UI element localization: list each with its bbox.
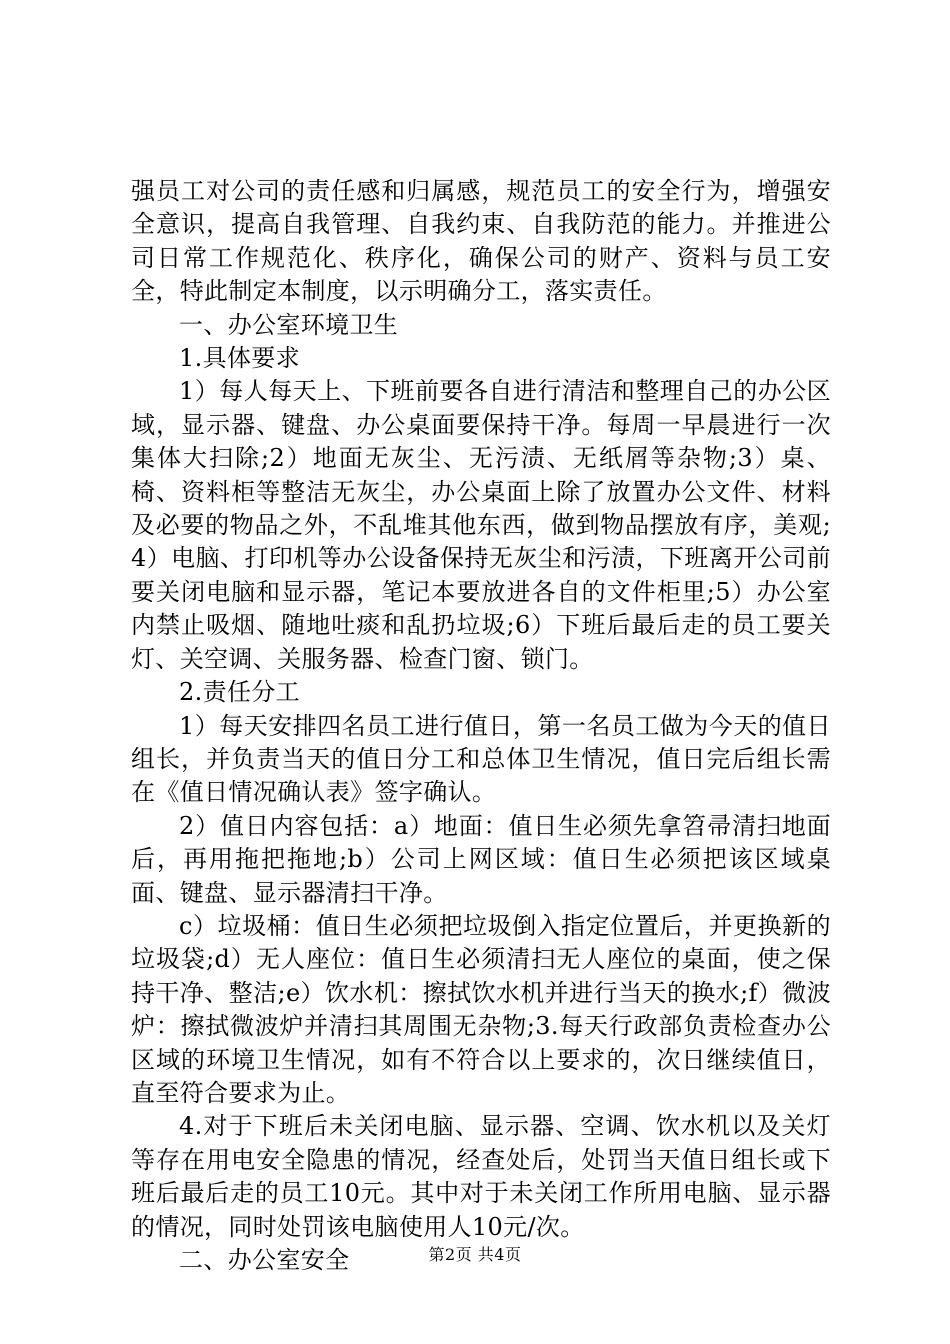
subheading-specific-requirements: 1.具体要求 <box>179 344 300 373</box>
document-body <box>131 175 831 1277</box>
page-number-footer: 第2页 共4页 <box>428 1245 522 1264</box>
paragraph-duty-schedule: 1）每天安排四名员工进行值日，第一名员工做为今天的值日组长，并负责当天的值日分工和总体卫生情况，值日完后组长需在《值日情况确认表》签字确认。 <box>131 711 831 807</box>
paragraph-intro: 强员工对公司的责任感和归属感，规范员工的安全行为，增强安全意识，提高自我管理、自我约束、自我防范的能力。并推进公司日常工作规范化、秩序化，确保公司的财产、资料与员工安全，特此制定本制度，以示明确分工，落实责任。 <box>131 177 831 306</box>
paragraph-penalties: 4.对于下班后未关闭电脑、显示器、空调、饮水机以及关灯等存在用电安全隐患的情况，经查处后，处罚当天值日组长或下班后最后走的员工10元。其中对于未关闭工作所用电脑、显示器的情况，同时处罚该电脑使用人10元/次。 <box>131 1112 831 1241</box>
subheading-responsibility-division: 2.责任分工 <box>179 678 300 707</box>
heading-office-safety: 二、办公室安全 <box>179 1246 350 1274</box>
paragraph-requirements: 1）每人每天上、下班前要各自进行清洁和整理自己的办公区域，显示器、键盘、办公桌面要保持干净。每周一早晨进行一次集体大扫除;2）地面无灰尘、无污渍、无纸屑等杂物;3）桌、椅、资料柜等整洁无灰尘，办公桌面上除了放置办公文件、材料及必要的物品之外，不乱堆其他东西，做到物品摆放有序，美观;4）电脑、打印机等办公设备保持无灰尘和污渍，下班离开公司前要关闭电脑和显示器，笔记本要放进各自的文件柜里;5）办公室内禁止吸烟、随地吐痰和乱扔垃圾;6）下班后最后走的员工要关灯、关空调、关服务器、检查门窗、锁门。 <box>131 377 831 673</box>
paragraph-duty-content-continued: c）垃圾桶：值日生必须把垃圾倒入指定位置后，并更换新的垃圾袋;d）无人座位：值日生必须清扫无人座位的桌面，使之保持干净、整洁;e）饮水机：擦拭饮水机并进行当天的换水;f）微波炉：擦拭微波炉并清扫其周围无杂物;3.每天行政部负责检查办公区域的环境卫生情况，如有不符合以上要求的，次日继续值日，直至符合要求为止。 <box>131 911 831 1107</box>
paragraph-duty-content: 2）值日内容包括：a）地面：值日生必须先拿笤帚清扫地面后，再用拖把拖地;b）公司上网区域：值日生必须把该区域桌面、键盘、显示器清扫干净。 <box>131 811 831 907</box>
heading-office-hygiene: 一、办公室环境卫生 <box>179 310 399 339</box>
